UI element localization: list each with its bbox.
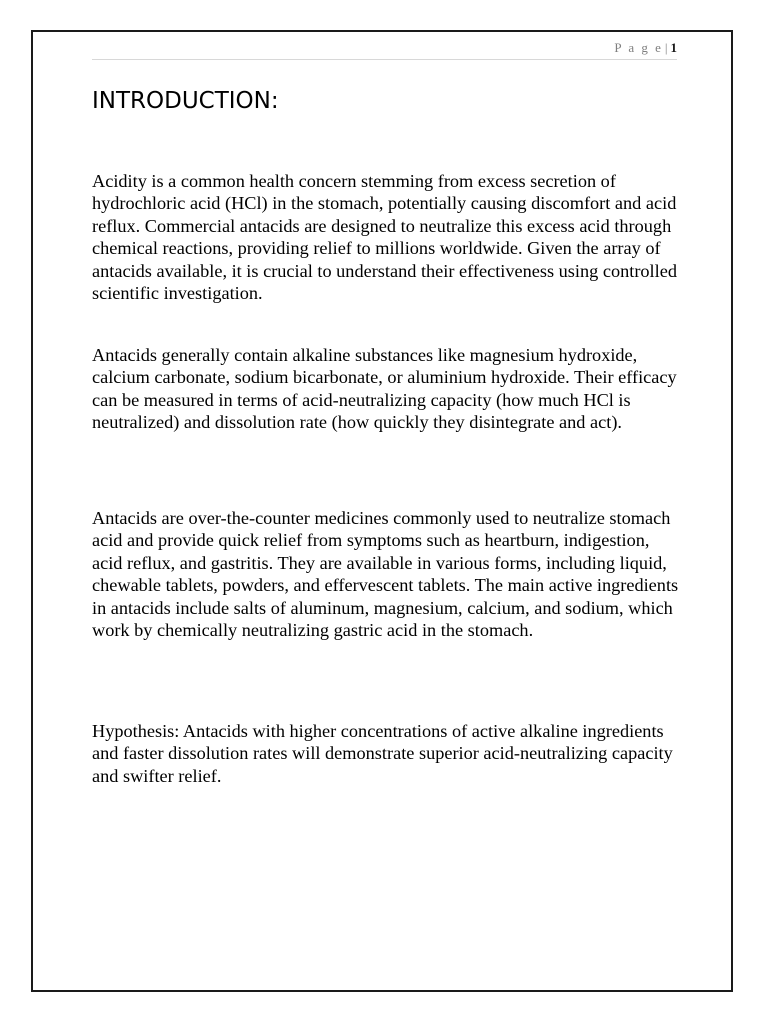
- page-number-header: [614, 40, 677, 56]
- header-divider: [92, 59, 677, 60]
- paragraph-antacid-overview: Antacids are over-the-counter medicines commonly used to neutralize stomach acid and provide quick relief from symptoms such as heartburn, indigestion, acid reflux, and gastritis. They are available in various forms, including liquid, chewable tablets, powders, and effervescent tablets. The main active ingredients in antacids include salts of aluminum, magnesium, calcium, and sodium, which work by chemically neutralizing gastric acid in the stomach.: [92, 508, 679, 641]
- page-label: P a g e: [614, 40, 663, 55]
- page-separator: |: [664, 40, 668, 55]
- paragraph-acidity: Acidity is a common health concern stemming from excess secretion of hydrochloric acid (HCl) in the stomach, potentially causing discomfort and acid reflux. Commercial antacids are designed to neutralize this excess acid through chemical reactions, providing relief to millions worldwide. Given the array of antacids available, it is crucial to understand their effectiveness using controlled scientific investigation.: [92, 171, 677, 304]
- page-number: 1: [670, 40, 677, 55]
- section-heading: INTRODUCTION:: [92, 88, 279, 114]
- paragraph-hypothesis: Hypothesis: Antacids with higher concentrations of active alkaline ingredients and faster dissolution rates will demonstrate superior acid-neutralizing capacity and swifter relief.: [92, 721, 673, 786]
- paragraph-antacid-composition: Antacids generally contain alkaline substances like magnesium hydroxide, calcium carbonate, sodium bicarbonate, or aluminium hydroxide. Their efficacy can be measured in terms of acid-neutralizing capacity (how much HCl is neutralized) and dissolution rate (how quickly they disintegrate and act).: [92, 345, 677, 433]
